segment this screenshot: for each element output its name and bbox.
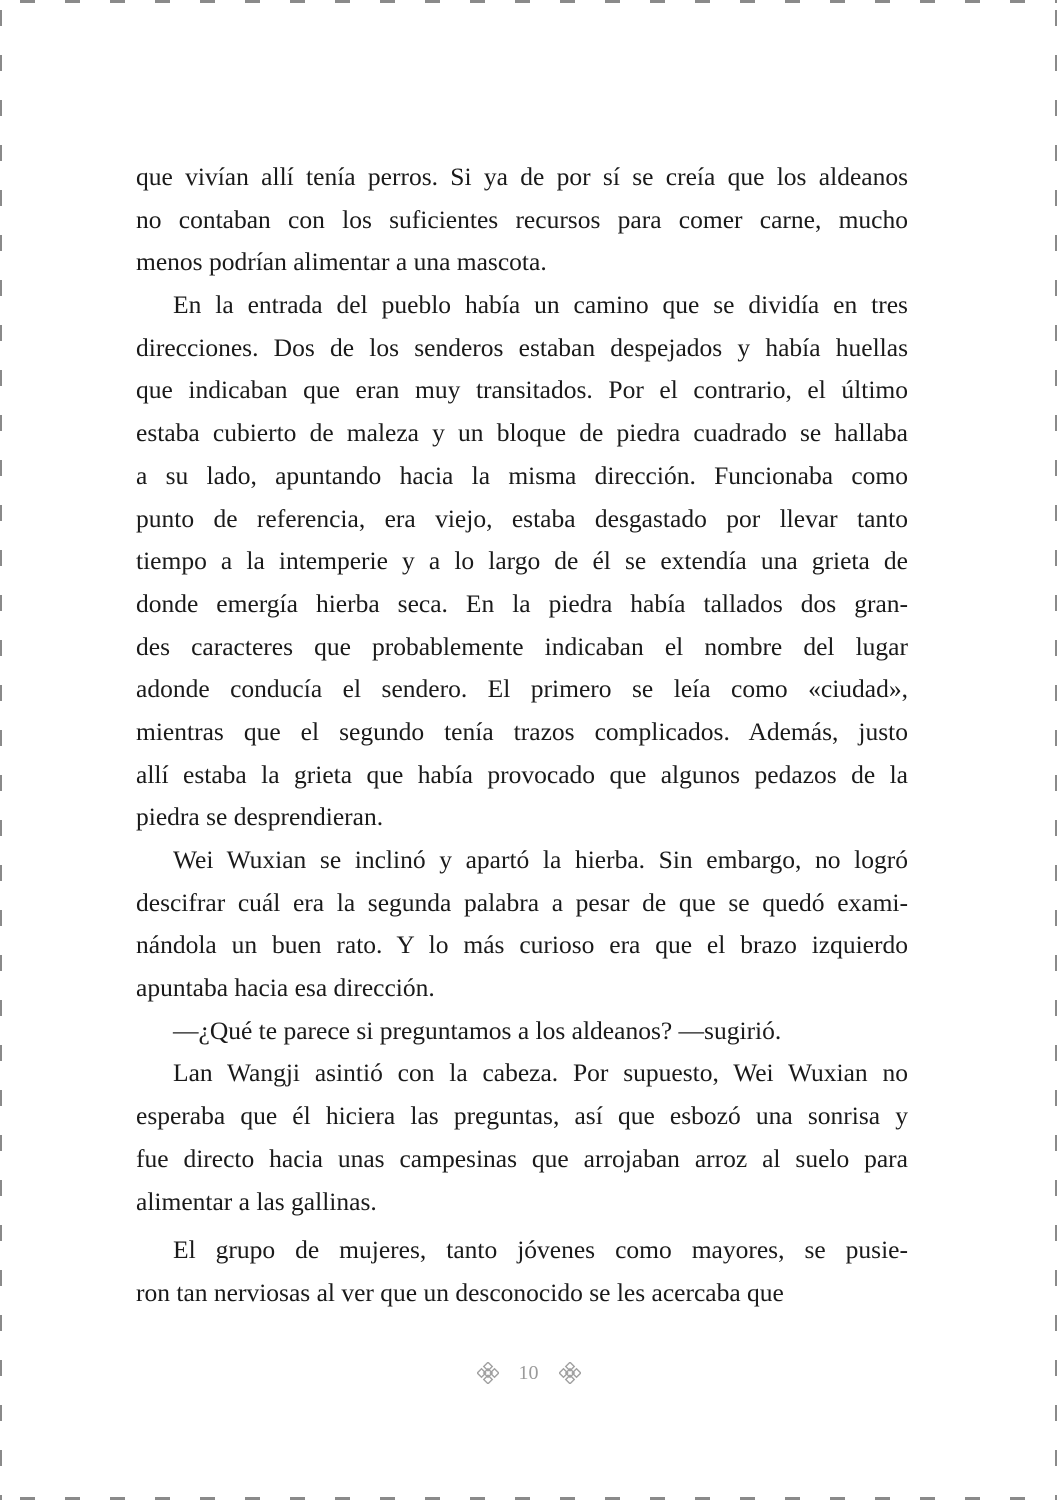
text-line: punto de referencia, era viejo, estaba desgastado por llevar tanto xyxy=(136,503,908,533)
paragraph xyxy=(136,1229,908,1314)
text-line: descifrar cuál era la segunda palabra a pesar de que se quedó exami- xyxy=(136,887,908,917)
paragraph xyxy=(136,839,908,1010)
dashed-border-top xyxy=(0,0,1057,3)
text-line: que indicaban que eran muy transitados. Por el contrario, el último xyxy=(136,375,908,405)
dashed-border-left xyxy=(0,0,2,1500)
text-line: fue directo hacia unas campesinas que arrojaban arroz al suelo para xyxy=(136,1143,908,1173)
text-line: Lan Wangji asintió con la cabeza. Por supuesto, Wei Wuxian no xyxy=(173,1058,908,1088)
text-line: mientras que el segundo tenía trazos complicados. Además, justo xyxy=(136,716,908,746)
body-text xyxy=(136,156,908,1315)
text-line: menos podrían alimentar a una mascota. xyxy=(136,247,547,277)
paragraph xyxy=(136,284,908,839)
text-line: donde emergía hierba seca. En la piedra había tallados dos gran- xyxy=(136,588,908,618)
text-line: nándola un buen rato. Y lo más curioso era que el brazo izquierdo xyxy=(136,930,908,960)
text-line: des caracteres que probablemente indicaban el nombre del lugar xyxy=(136,631,908,661)
text-line: Wei Wuxian se inclinó y apartó la hierba. Sin embargo, no logró xyxy=(173,845,908,874)
page-footer xyxy=(0,1356,1057,1390)
paragraph xyxy=(136,1052,908,1223)
text-line: adonde conducía el sendero. El primero se leía como «ciudad», xyxy=(136,674,908,704)
text-line: apuntaba hacia esa dirección. xyxy=(136,973,435,1003)
paragraph xyxy=(136,1010,908,1053)
knot-ornament-icon xyxy=(559,1362,581,1384)
knot-ornament-icon xyxy=(477,1362,499,1384)
page-number: 10 xyxy=(518,1361,539,1384)
text-line: que vivían allí tenía perros. Si ya de por sí se creía que los aldeanos xyxy=(136,162,908,191)
paragraph xyxy=(136,156,908,284)
text-line: allí estaba la grieta que había provocado que algunos pedazos de la xyxy=(136,759,908,789)
text-line: estaba cubierto de maleza y un bloque de piedra cuadrado se hallaba xyxy=(136,418,908,448)
text-line: piedra se desprendieran. xyxy=(136,802,384,832)
text-line: En la entrada del pueblo había un camino que se dividía en tres xyxy=(173,290,908,320)
text-line: ron tan nerviosas al ver que un desconocido se les acercaba que xyxy=(136,1277,784,1307)
text-line: tiempo a la intemperie y a lo largo de él se extendía una grieta de xyxy=(136,546,908,576)
text-line: alimentar a las gallinas. xyxy=(136,1186,377,1216)
text-line: no contaban con los suficientes recursos para comer carne, mucho xyxy=(136,204,908,234)
text-line: —¿Qué te parece si preguntamos a los aldeanos? —sugirió. xyxy=(173,1015,782,1045)
text-line: direcciones. Dos de los senderos estaban despejados y había huellas xyxy=(136,332,908,362)
text-line: a su lado, apuntando hacia la misma dirección. Funcionaba como xyxy=(136,460,908,490)
text-line: El grupo de mujeres, tanto jóvenes como mayores, se pusie- xyxy=(173,1235,908,1265)
text-line: esperaba que él hiciera las preguntas, así que esbozó una sonrisa y xyxy=(136,1101,908,1131)
